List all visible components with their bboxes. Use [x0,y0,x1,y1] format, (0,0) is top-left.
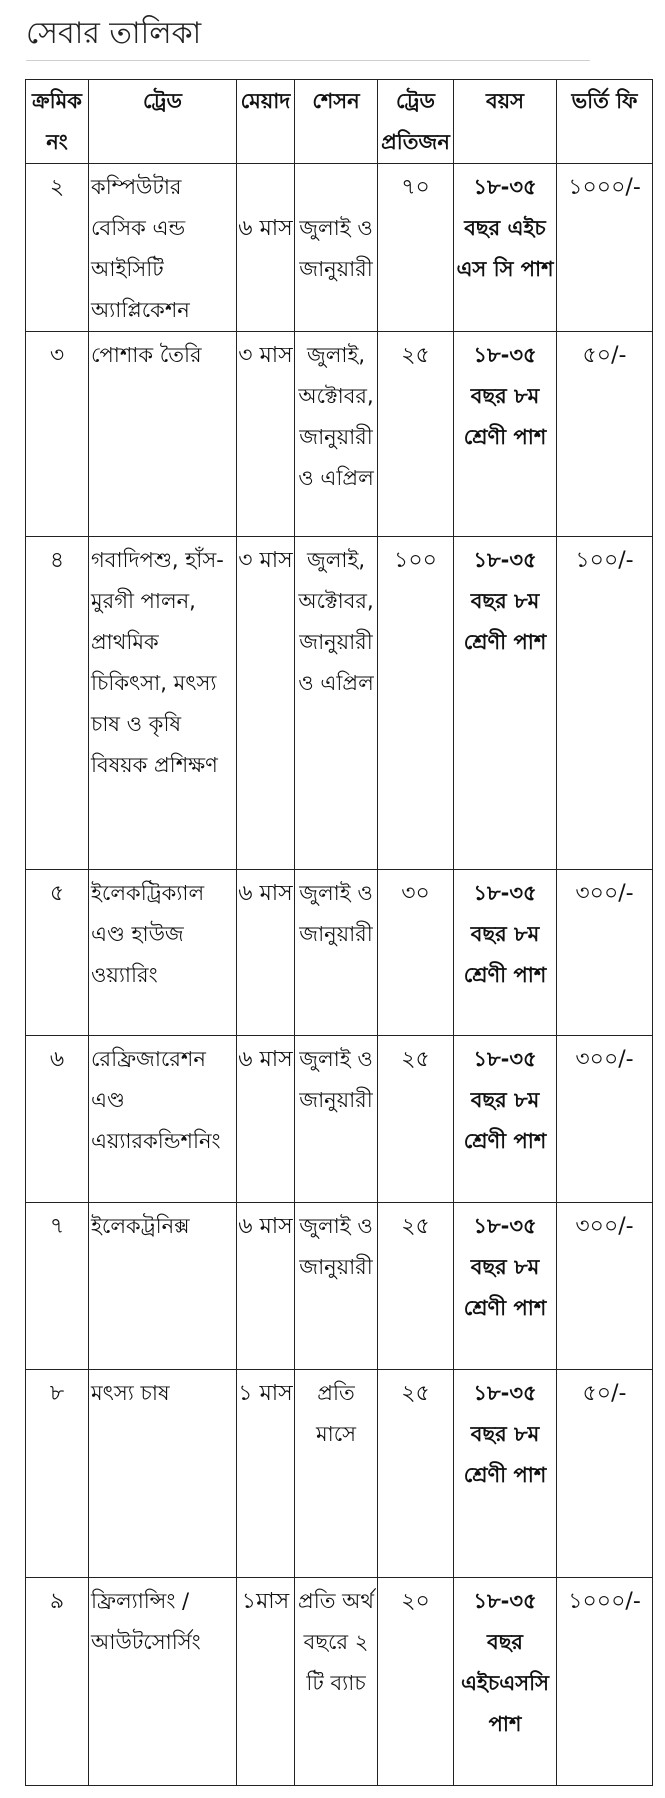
capacity-cell: ২৫ [378,1036,454,1203]
trade-cell: পোশাক তৈরি [89,332,237,537]
header-duration: মেয়াদ [237,80,295,164]
serial-cell: ৮ [26,1370,89,1578]
duration-cell: ১ মাস [237,1370,295,1578]
serial-cell: ৭ [26,1203,89,1370]
header-capacity: ট্রেড প্রতিজন [378,80,454,164]
session-cell: জুলাই, অক্টোবর, জানুয়ারী ও এপ্রিল [295,537,378,870]
duration-cell: ৬ মাস [237,1036,295,1203]
serial-cell: ৪ [26,537,89,870]
header-serial: ক্রমিক নং [26,80,89,164]
table-row [26,537,653,870]
session-cell: প্রতি অর্থ বছরে ২ টি ব্যাচ [295,1578,378,1786]
age-cell: ১৮-৩৫ বছর এইচএসসি পাশ [454,1578,557,1786]
age-cell: ১৮-৩৫ বছর ৮ম শ্রেণী পাশ [454,1370,557,1578]
fee-cell: ১০০০/- [557,164,653,332]
session-text: জুলাই ও জানুয়ারী [299,216,373,281]
fee-cell: ১০০০/- [557,1578,653,1786]
age-cell: ১৮-৩৫ বছর ৮ম শ্রেণী পাশ [454,870,557,1036]
header-session: শেসন [295,80,378,164]
session-cell: প্রতি মাসে [295,1370,378,1578]
fee-cell: ৩০০/- [557,1036,653,1203]
title-divider [26,60,590,61]
duration-cell: ১মাস [237,1578,295,1786]
capacity-cell: ৭০ [378,164,454,332]
capacity-cell: ২৫ [378,1203,454,1370]
fee-cell: ১০০/- [557,537,653,870]
fee-cell: ৩০০/- [557,1203,653,1370]
table-row [26,332,653,537]
capacity-cell: ৩০ [378,870,454,1036]
session-cell: জুলাই ও জানুয়ারী [295,870,378,1036]
table-row [26,1370,653,1578]
duration-cell: ৬ মাস [237,870,295,1036]
duration-text: ৬ মাস [238,216,293,241]
serial-cell: ২ [26,164,89,332]
serial-cell: ৫ [26,870,89,1036]
duration-cell: ৩ মাস [237,537,295,870]
trade-cell: ফ্রিল্যান্সিং / আউটসোর্সিং [89,1578,237,1786]
age-cell: ১৮-৩৫ বছর ৮ম শ্রেণী পাশ [454,332,557,537]
age-cell: ১৮-৩৫ বছর ৮ম শ্রেণী পাশ [454,537,557,870]
trade-cell: মৎস্য চাষ [89,1370,237,1578]
header-trade: ট্রেড [89,80,237,164]
page-title: সেবার তালিকা [26,16,202,51]
age-cell: ১৮-৩৫ বছর ৮ম শ্রেণী পাশ [454,1036,557,1203]
fee-cell: ৩০০/- [557,870,653,1036]
serial-cell: ৩ [26,332,89,537]
trade-cell: রেফ্রিজারেশন এণ্ড এয়্যারকন্ডিশনিং [89,1036,237,1203]
fee-cell: ৫০/- [557,1370,653,1578]
age-cell: ১৮-৩৫ বছর ৮ম শ্রেণী পাশ [454,1203,557,1370]
session-cell: জুলাই ও জানুয়ারী [295,1036,378,1203]
age-cell: ১৮-৩৫ বছর এইচ এস সি পাশ [454,164,557,332]
table-row [26,164,653,332]
header-fee: ভর্তি ফি [557,80,653,164]
serial-cell: ৬ [26,1036,89,1203]
trade-cell: ইলেকট্রিক্যাল এণ্ড হাউজ ওয়্যারিং [89,870,237,1036]
capacity-cell: ২৫ [378,1370,454,1578]
capacity-cell: ২০ [378,1578,454,1786]
table-row [26,870,653,1036]
fee-cell: ৫০/- [557,332,653,537]
capacity-cell: ১০০ [378,537,454,870]
trade-cell: ইলেকট্রনিক্স [89,1203,237,1370]
table-header-row [26,80,653,164]
duration-cell: ৩ মাস [237,332,295,537]
capacity-cell: ২৫ [378,332,454,537]
session-cell: জুলাই, অক্টোবর, জানুয়ারী ও এপ্রিল [295,332,378,537]
table-row [26,1578,653,1786]
serial-cell: ৯ [26,1578,89,1786]
duration-cell: ৬ মাস [237,1203,295,1370]
session-cell: জুলাই ও জানুয়ারী [295,1203,378,1370]
header-age: বয়স [454,80,557,164]
service-table [25,79,653,1786]
duration-cell [237,164,295,332]
session-cell [295,164,378,332]
trade-cell: গবাদিপশু, হাঁস-মুরগী পালন, প্রাথমিক চিকিৎসা, মৎস্য চাষ ও কৃষি বিষয়ক প্রশিক্ষণ [89,537,237,870]
table-row [26,1203,653,1370]
trade-cell: কম্পিউটার বেসিক এন্ড আইসিটি অ্যাপ্লিকেশন [89,164,237,332]
table-row [26,1036,653,1203]
